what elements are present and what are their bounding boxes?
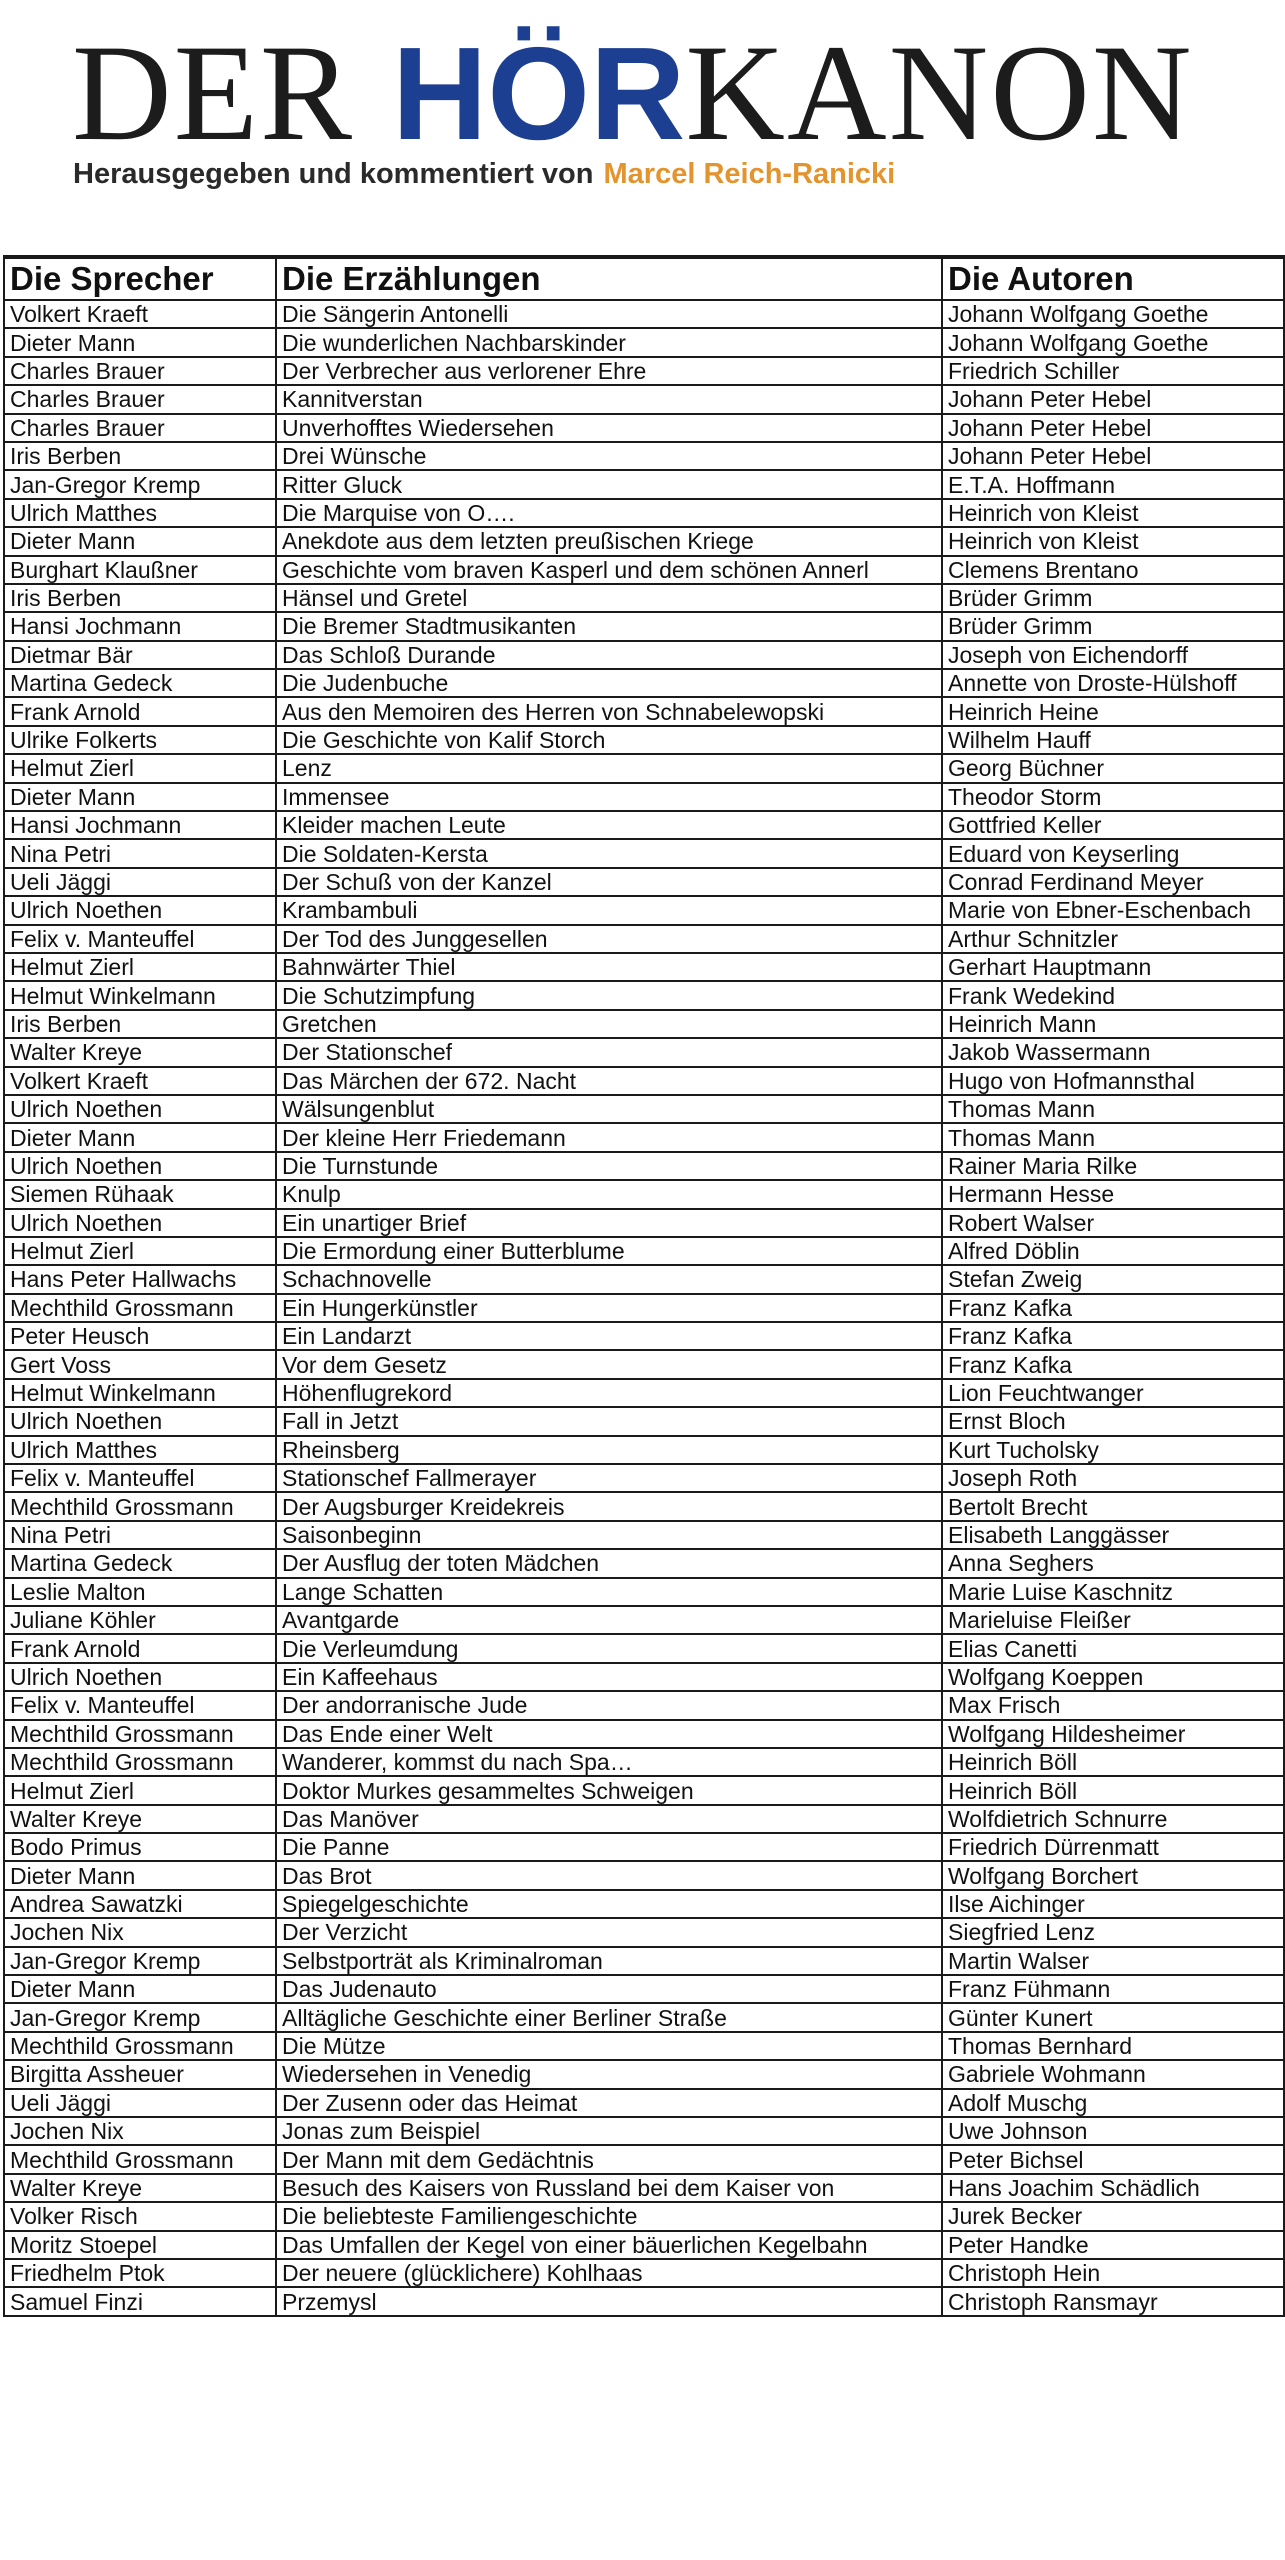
story-cell: Die Judenbuche — [276, 669, 942, 697]
story-cell: Lenz — [276, 754, 942, 782]
table-row — [4, 1123, 1284, 1151]
author-cell: Gottfried Keller — [942, 811, 1284, 839]
speaker-cell: Volker Risch — [4, 2202, 276, 2230]
author-cell: Hugo von Hofmannsthal — [942, 1067, 1284, 1095]
table-row — [4, 783, 1284, 811]
speaker-cell: Andrea Sawatzki — [4, 1890, 276, 1918]
logo-title — [72, 18, 1194, 169]
speaker-cell: Mechthild Grossmann — [4, 2032, 276, 2060]
story-cell: Die wunderlichen Nachbarskinder — [276, 328, 942, 356]
story-cell: Unverhofftes Wiedersehen — [276, 414, 942, 442]
author-cell: Annette von Droste-Hülshoff — [942, 669, 1284, 697]
column-header-speakers: Die Sprecher — [4, 257, 276, 300]
speaker-cell: Nina Petri — [4, 839, 276, 867]
table-row — [4, 1663, 1284, 1691]
story-cell: Höhenflugrekord — [276, 1379, 942, 1407]
author-cell: Alfred Döblin — [942, 1237, 1284, 1265]
speaker-cell: Jan-Gregor Kremp — [4, 1947, 276, 1975]
author-cell: Clemens Brentano — [942, 556, 1284, 584]
author-cell: Wilhelm Hauff — [942, 726, 1284, 754]
title-hoer: HÖR — [392, 20, 686, 167]
story-cell: Das Schloß Durande — [276, 641, 942, 669]
speaker-cell: Samuel Finzi — [4, 2287, 276, 2315]
author-cell: Franz Kafka — [942, 1322, 1284, 1350]
story-cell: Der neuere (glücklichere) Kohlhaas — [276, 2259, 942, 2287]
story-cell: Selbstporträt als Kriminalroman — [276, 1947, 942, 1975]
story-cell: Ein Hungerkünstler — [276, 1294, 942, 1322]
author-cell: Marie Luise Kaschnitz — [942, 1578, 1284, 1606]
table-row — [4, 499, 1284, 527]
table-row — [4, 1180, 1284, 1208]
story-cell: Das Manöver — [276, 1805, 942, 1833]
table-row — [4, 1209, 1284, 1237]
story-cell: Die Mütze — [276, 2032, 942, 2060]
table-row — [4, 2259, 1284, 2287]
story-cell: Wiedersehen in Venedig — [276, 2060, 942, 2088]
table-row — [4, 1634, 1284, 1662]
table-header-row — [4, 257, 1284, 300]
story-cell: Stationschef Fallmerayer — [276, 1464, 942, 1492]
speaker-cell: Jochen Nix — [4, 1918, 276, 1946]
story-cell: Die Ermordung einer Butterblume — [276, 1237, 942, 1265]
speaker-cell: Moritz Stoepel — [4, 2231, 276, 2259]
author-cell: Eduard von Keyserling — [942, 839, 1284, 867]
speaker-cell: Friedhelm Ptok — [4, 2259, 276, 2287]
story-cell: Wälsungenblut — [276, 1095, 942, 1123]
author-cell: Franz Kafka — [942, 1350, 1284, 1378]
speaker-cell: Walter Kreye — [4, 1805, 276, 1833]
story-cell: Das Brot — [276, 1861, 942, 1889]
author-cell: Arthur Schnitzler — [942, 925, 1284, 953]
story-cell: Kleider machen Leute — [276, 811, 942, 839]
author-cell: Thomas Mann — [942, 1123, 1284, 1151]
speaker-cell: Hans Peter Hallwachs — [4, 1265, 276, 1293]
author-cell: Conrad Ferdinand Meyer — [942, 868, 1284, 896]
story-cell: Drei Wünsche — [276, 442, 942, 470]
table-row — [4, 527, 1284, 555]
speaker-cell: Mechthild Grossmann — [4, 2145, 276, 2173]
table-row — [4, 1947, 1284, 1975]
table-row — [4, 1776, 1284, 1804]
story-cell: Schachnovelle — [276, 1265, 942, 1293]
story-cell: Besuch des Kaisers von Russland bei dem Kaiser von — [276, 2174, 942, 2202]
author-cell: Wolfgang Hildesheimer — [942, 1720, 1284, 1748]
author-cell: Brüder Grimm — [942, 584, 1284, 612]
table-row — [4, 697, 1284, 725]
author-cell: Peter Bichsel — [942, 2145, 1284, 2173]
table-row — [4, 2287, 1284, 2315]
speaker-cell: Hansi Jochmann — [4, 811, 276, 839]
speaker-cell: Ulrich Noethen — [4, 1663, 276, 1691]
story-cell: Das Umfallen der Kegel von einer bäuerlichen Kegelbahn — [276, 2231, 942, 2259]
author-cell: Theodor Storm — [942, 783, 1284, 811]
story-cell: Spiegelgeschichte — [276, 1890, 942, 1918]
table-row — [4, 868, 1284, 896]
story-cell: Der Verbrecher aus verlorener Ehre — [276, 357, 942, 385]
author-cell: Johann Wolfgang Goethe — [942, 300, 1284, 328]
table-row — [4, 1294, 1284, 1322]
subtitle-prefix: Herausgegeben und kommentiert von — [73, 158, 594, 190]
author-cell: Georg Büchner — [942, 754, 1284, 782]
table-row — [4, 2089, 1284, 2117]
speaker-cell: Bodo Primus — [4, 1833, 276, 1861]
story-cell: Die Soldaten-Kersta — [276, 839, 942, 867]
table-row — [4, 896, 1284, 924]
story-cell: Przemysl — [276, 2287, 942, 2315]
speaker-cell: Martina Gedeck — [4, 1549, 276, 1577]
speaker-cell: Felix v. Manteuffel — [4, 1691, 276, 1719]
author-cell: Wolfgang Koeppen — [942, 1663, 1284, 1691]
author-cell: Franz Kafka — [942, 1294, 1284, 1322]
speaker-cell: Jan-Gregor Kremp — [4, 470, 276, 498]
speaker-cell: Gert Voss — [4, 1350, 276, 1378]
speaker-cell: Dieter Mann — [4, 1975, 276, 2003]
table-row — [4, 1322, 1284, 1350]
author-cell: Elias Canetti — [942, 1634, 1284, 1662]
table-row — [4, 2060, 1284, 2088]
table-row — [4, 1464, 1284, 1492]
table-row — [4, 442, 1284, 470]
speaker-cell: Dieter Mann — [4, 527, 276, 555]
table-row — [4, 1095, 1284, 1123]
table-row — [4, 1975, 1284, 2003]
story-cell: Der Zusenn oder das Heimat — [276, 2089, 942, 2117]
table-row — [4, 1578, 1284, 1606]
subtitle — [73, 158, 895, 191]
story-cell: Der Augsburger Kreidekreis — [276, 1492, 942, 1520]
speaker-cell: Burghart Klaußner — [4, 556, 276, 584]
table-row — [4, 1691, 1284, 1719]
table-row — [4, 1379, 1284, 1407]
table-row — [4, 1350, 1284, 1378]
speaker-cell: Mechthild Grossmann — [4, 1720, 276, 1748]
speaker-cell: Volkert Kraeft — [4, 300, 276, 328]
story-cell: Doktor Murkes gesammeltes Schweigen — [276, 1776, 942, 1804]
story-cell: Der Mann mit dem Gedächtnis — [276, 2145, 942, 2173]
speaker-cell: Volkert Kraeft — [4, 1067, 276, 1095]
hoerkanon-table — [3, 255, 1285, 2317]
table-row — [4, 612, 1284, 640]
author-cell: Ernst Bloch — [942, 1407, 1284, 1435]
page-header — [0, 0, 1285, 250]
author-cell: Heinrich von Kleist — [942, 527, 1284, 555]
table-row — [4, 925, 1284, 953]
speaker-cell: Ulrich Noethen — [4, 1209, 276, 1237]
table-row — [4, 1549, 1284, 1577]
story-cell: Die Bremer Stadtmusikanten — [276, 612, 942, 640]
speaker-cell: Iris Berben — [4, 442, 276, 470]
author-cell: Frank Wedekind — [942, 981, 1284, 1009]
story-cell: Das Judenauto — [276, 1975, 942, 2003]
speaker-cell: Charles Brauer — [4, 357, 276, 385]
author-cell: Adolf Muschg — [942, 2089, 1284, 2117]
table-row — [4, 1067, 1284, 1095]
story-cell: Der Schuß von der Kanzel — [276, 868, 942, 896]
table-row — [4, 1833, 1284, 1861]
story-cell: Der Verzicht — [276, 1918, 942, 1946]
story-cell: Alltägliche Geschichte einer Berliner Straße — [276, 2003, 942, 2031]
author-cell: Christoph Ransmayr — [942, 2287, 1284, 2315]
author-cell: Friedrich Schiller — [942, 357, 1284, 385]
table-row — [4, 2003, 1284, 2031]
author-cell: Marie von Ebner-Eschenbach — [942, 896, 1284, 924]
author-cell: Ilse Aichinger — [942, 1890, 1284, 1918]
author-cell: Anna Seghers — [942, 1549, 1284, 1577]
speaker-cell: Dieter Mann — [4, 783, 276, 811]
speaker-cell: Ueli Jäggi — [4, 868, 276, 896]
speaker-cell: Felix v. Manteuffel — [4, 1464, 276, 1492]
author-cell: Jurek Becker — [942, 2202, 1284, 2230]
author-cell: Günter Kunert — [942, 2003, 1284, 2031]
speaker-cell: Hansi Jochmann — [4, 612, 276, 640]
story-cell: Gretchen — [276, 1010, 942, 1038]
speaker-cell: Ulrich Matthes — [4, 1436, 276, 1464]
story-cell: Ein Landarzt — [276, 1322, 942, 1350]
column-header-authors: Die Autoren — [942, 257, 1284, 300]
author-cell: Bertolt Brecht — [942, 1492, 1284, 1520]
author-cell: Joseph Roth — [942, 1464, 1284, 1492]
author-cell: Martin Walser — [942, 1947, 1284, 1975]
table-row — [4, 414, 1284, 442]
author-cell: E.T.A. Hoffmann — [942, 470, 1284, 498]
author-cell: Wolfgang Borchert — [942, 1861, 1284, 1889]
speaker-cell: Charles Brauer — [4, 385, 276, 413]
author-cell: Kurt Tucholsky — [942, 1436, 1284, 1464]
author-cell: Robert Walser — [942, 1209, 1284, 1237]
story-cell: Das Märchen der 672. Nacht — [276, 1067, 942, 1095]
author-cell: Friedrich Dürrenmatt — [942, 1833, 1284, 1861]
author-cell: Max Frisch — [942, 1691, 1284, 1719]
author-cell: Thomas Bernhard — [942, 2032, 1284, 2060]
hoerkanon-table-container — [3, 255, 1283, 2317]
author-cell: Christoph Hein — [942, 2259, 1284, 2287]
table-body — [4, 300, 1284, 2316]
table-row — [4, 754, 1284, 782]
table-row — [4, 641, 1284, 669]
story-cell: Der kleine Herr Friedemann — [276, 1123, 942, 1151]
story-cell: Der Stationschef — [276, 1038, 942, 1066]
speaker-cell: Frank Arnold — [4, 697, 276, 725]
story-cell: Die Panne — [276, 1833, 942, 1861]
table-row — [4, 1890, 1284, 1918]
story-cell: Anekdote aus dem letzten preußischen Kriege — [276, 527, 942, 555]
author-cell: Stefan Zweig — [942, 1265, 1284, 1293]
story-cell: Aus den Memoiren des Herren von Schnabelewopski — [276, 697, 942, 725]
table-row — [4, 1407, 1284, 1435]
story-cell: Knulp — [276, 1180, 942, 1208]
table-row — [4, 2231, 1284, 2259]
story-cell: Lange Schatten — [276, 1578, 942, 1606]
story-cell: Ein unartiger Brief — [276, 1209, 942, 1237]
story-cell: Die Turnstunde — [276, 1152, 942, 1180]
speaker-cell: Juliane Köhler — [4, 1606, 276, 1634]
speaker-cell: Helmut Zierl — [4, 953, 276, 981]
author-cell: Heinrich Böll — [942, 1776, 1284, 1804]
speaker-cell: Dieter Mann — [4, 1861, 276, 1889]
table-row — [4, 1265, 1284, 1293]
table-row — [4, 2145, 1284, 2173]
speaker-cell: Ulrich Noethen — [4, 1152, 276, 1180]
table-row — [4, 584, 1284, 612]
author-cell: Thomas Mann — [942, 1095, 1284, 1123]
speaker-cell: Mechthild Grossmann — [4, 1294, 276, 1322]
author-cell: Hans Joachim Schädlich — [942, 2174, 1284, 2202]
table-row — [4, 953, 1284, 981]
table-row — [4, 1237, 1284, 1265]
story-cell: Ein Kaffeehaus — [276, 1663, 942, 1691]
speaker-cell: Dietmar Bär — [4, 641, 276, 669]
story-cell: Die Verleumdung — [276, 1634, 942, 1662]
author-cell: Rainer Maria Rilke — [942, 1152, 1284, 1180]
story-cell: Avantgarde — [276, 1606, 942, 1634]
author-cell: Heinrich Böll — [942, 1748, 1284, 1776]
story-cell: Jonas zum Beispiel — [276, 2117, 942, 2145]
story-cell: Vor dem Gesetz — [276, 1350, 942, 1378]
author-cell: Hermann Hesse — [942, 1180, 1284, 1208]
speaker-cell: Helmut Zierl — [4, 1237, 276, 1265]
speaker-cell: Dieter Mann — [4, 328, 276, 356]
story-cell: Der andorranische Jude — [276, 1691, 942, 1719]
title-der: DER — [72, 16, 354, 169]
speaker-cell: Ulrich Matthes — [4, 499, 276, 527]
author-cell: Jakob Wassermann — [942, 1038, 1284, 1066]
table-row — [4, 1492, 1284, 1520]
story-cell: Ritter Gluck — [276, 470, 942, 498]
speaker-cell: Ulrich Noethen — [4, 1095, 276, 1123]
speaker-cell: Ulrich Noethen — [4, 896, 276, 924]
table-row — [4, 1038, 1284, 1066]
table-row — [4, 1521, 1284, 1549]
table-row — [4, 811, 1284, 839]
author-cell: Lion Feuchtwanger — [942, 1379, 1284, 1407]
table-row — [4, 2032, 1284, 2060]
author-cell: Franz Fühmann — [942, 1975, 1284, 2003]
speaker-cell: Jan-Gregor Kremp — [4, 2003, 276, 2031]
title-kanon: KANON — [685, 16, 1194, 169]
story-cell: Hänsel und Gretel — [276, 584, 942, 612]
speaker-cell: Helmut Winkelmann — [4, 981, 276, 1009]
author-cell: Uwe Johnson — [942, 2117, 1284, 2145]
story-cell: Krambambuli — [276, 896, 942, 924]
table-row — [4, 981, 1284, 1009]
speaker-cell: Ueli Jäggi — [4, 2089, 276, 2117]
speaker-cell: Iris Berben — [4, 584, 276, 612]
table-row — [4, 470, 1284, 498]
author-cell: Johann Peter Hebel — [942, 385, 1284, 413]
author-cell: Heinrich Mann — [942, 1010, 1284, 1038]
table-row — [4, 1010, 1284, 1038]
speaker-cell: Dieter Mann — [4, 1123, 276, 1151]
story-cell: Der Ausflug der toten Mädchen — [276, 1549, 942, 1577]
author-cell: Gerhart Hauptmann — [942, 953, 1284, 981]
table-row — [4, 1606, 1284, 1634]
speaker-cell: Charles Brauer — [4, 414, 276, 442]
speaker-cell: Helmut Zierl — [4, 1776, 276, 1804]
story-cell: Fall in Jetzt — [276, 1407, 942, 1435]
story-cell: Der Tod des Junggesellen — [276, 925, 942, 953]
table-row — [4, 556, 1284, 584]
speaker-cell: Peter Heusch — [4, 1322, 276, 1350]
table-row — [4, 1861, 1284, 1889]
table-row — [4, 1152, 1284, 1180]
story-cell: Saisonbeginn — [276, 1521, 942, 1549]
speaker-cell: Walter Kreye — [4, 1038, 276, 1066]
author-cell: Brüder Grimm — [942, 612, 1284, 640]
speaker-cell: Helmut Zierl — [4, 754, 276, 782]
table-row — [4, 1436, 1284, 1464]
story-cell: Die Schutzimpfung — [276, 981, 942, 1009]
table-row — [4, 669, 1284, 697]
author-cell: Peter Handke — [942, 2231, 1284, 2259]
author-cell: Johann Wolfgang Goethe — [942, 328, 1284, 356]
speaker-cell: Walter Kreye — [4, 2174, 276, 2202]
story-cell: Rheinsberg — [276, 1436, 942, 1464]
table-row — [4, 839, 1284, 867]
author-cell: Johann Peter Hebel — [942, 442, 1284, 470]
speaker-cell: Iris Berben — [4, 1010, 276, 1038]
speaker-cell: Mechthild Grossmann — [4, 1748, 276, 1776]
table-row — [4, 328, 1284, 356]
author-cell: Heinrich Heine — [942, 697, 1284, 725]
table-row — [4, 2202, 1284, 2230]
speaker-cell: Martina Gedeck — [4, 669, 276, 697]
table-row — [4, 385, 1284, 413]
speaker-cell: Siemen Rühaak — [4, 1180, 276, 1208]
speaker-cell: Frank Arnold — [4, 1634, 276, 1662]
table-row — [4, 2174, 1284, 2202]
author-cell: Heinrich von Kleist — [942, 499, 1284, 527]
story-cell: Die beliebteste Familiengeschichte — [276, 2202, 942, 2230]
author-cell: Joseph von Eichendorff — [942, 641, 1284, 669]
table-row — [4, 2117, 1284, 2145]
table-row — [4, 1918, 1284, 1946]
author-cell: Johann Peter Hebel — [942, 414, 1284, 442]
speaker-cell: Birgitta Assheuer — [4, 2060, 276, 2088]
table-row — [4, 1748, 1284, 1776]
story-cell: Geschichte vom braven Kasperl und dem schönen Annerl — [276, 556, 942, 584]
author-cell: Wolfdietrich Schnurre — [942, 1805, 1284, 1833]
story-cell: Die Geschichte von Kalif Storch — [276, 726, 942, 754]
story-cell: Wanderer, kommst du nach Spa… — [276, 1748, 942, 1776]
story-cell: Die Marquise von O…. — [276, 499, 942, 527]
table-row — [4, 357, 1284, 385]
speaker-cell: Ulrike Folkerts — [4, 726, 276, 754]
story-cell: Bahnwärter Thiel — [276, 953, 942, 981]
table-row — [4, 1805, 1284, 1833]
story-cell: Kannitverstan — [276, 385, 942, 413]
author-cell: Siegfried Lenz — [942, 1918, 1284, 1946]
author-cell: Elisabeth Langgässer — [942, 1521, 1284, 1549]
table-row — [4, 1720, 1284, 1748]
speaker-cell: Jochen Nix — [4, 2117, 276, 2145]
speaker-cell: Leslie Malton — [4, 1578, 276, 1606]
speaker-cell: Helmut Winkelmann — [4, 1379, 276, 1407]
story-cell: Immensee — [276, 783, 942, 811]
speaker-cell: Nina Petri — [4, 1521, 276, 1549]
editor-name: Marcel Reich-Ranicki — [603, 158, 896, 190]
speaker-cell: Felix v. Manteuffel — [4, 925, 276, 953]
story-cell: Die Sängerin Antonelli — [276, 300, 942, 328]
table-row — [4, 726, 1284, 754]
speaker-cell: Ulrich Noethen — [4, 1407, 276, 1435]
author-cell: Marieluise Fleißer — [942, 1606, 1284, 1634]
speaker-cell: Mechthild Grossmann — [4, 1492, 276, 1520]
column-header-stories: Die Erzählungen — [276, 257, 942, 300]
table-row — [4, 300, 1284, 328]
story-cell: Das Ende einer Welt — [276, 1720, 942, 1748]
author-cell: Gabriele Wohmann — [942, 2060, 1284, 2088]
